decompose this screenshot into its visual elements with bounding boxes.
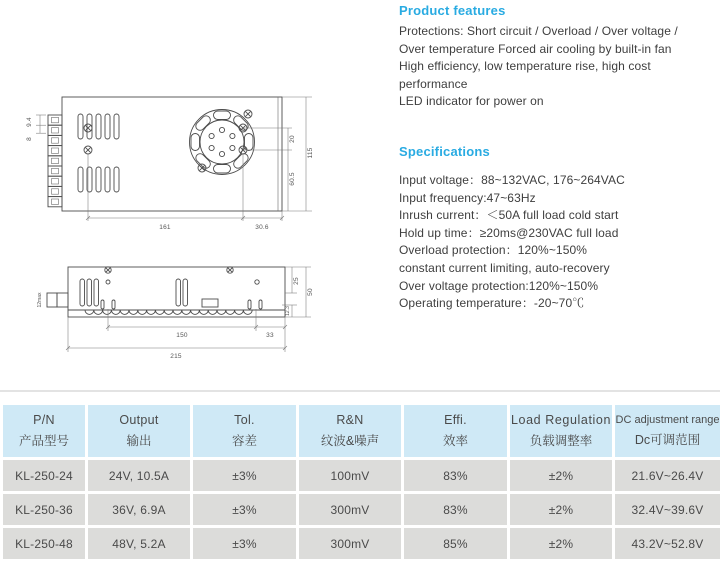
cell-pn: KL-250-48 [2, 527, 87, 561]
spec-line: Inrush current：＜50A full load cold start [399, 208, 619, 223]
dim-50: 50 [307, 288, 314, 296]
cell-output: 36V, 6.9A [87, 493, 192, 527]
dim-150: 150 [176, 332, 188, 339]
cell-tolerance: ±3% [192, 527, 298, 561]
bottom-serration [85, 310, 252, 314]
side-details [80, 267, 262, 309]
terminal-block-side [47, 293, 68, 307]
spec-line: constant current limiting, auto-recovery [399, 260, 610, 275]
cell-ripple: 100mV [298, 459, 403, 493]
dim-60-5: 60.5 [289, 172, 296, 186]
specifications-title: Specifications [399, 144, 490, 159]
feature-line: performance [399, 76, 468, 91]
fan [190, 110, 255, 175]
feature-line: Protections: Short circuit / Overload / Over voltage / [399, 24, 678, 38]
product-features-section [399, 3, 717, 111]
cell-load-regulation: ±2% [509, 493, 614, 527]
table-row [2, 493, 720, 527]
dim-12max: 12max [37, 292, 43, 308]
header-output: Output 输出 [87, 404, 192, 459]
cell-dc-range: 43.2V~52.8V [614, 527, 720, 561]
dim-161: 161 [159, 224, 171, 231]
header-efficiency: Effi. 效率 [403, 404, 509, 459]
feature-line: Over temperature Forced air cooling by built-in fan [399, 41, 672, 56]
dim-20: 20 [289, 135, 296, 143]
header-tolerance: Tol. 容差 [192, 404, 298, 459]
dimensions-side [37, 267, 314, 360]
features-title: Product features [399, 3, 506, 18]
cell-pn: KL-250-24 [2, 459, 87, 493]
spec-line: Operating temperature：-20~70℃ [399, 296, 585, 311]
model-spec-table [0, 402, 720, 561]
table-row [2, 527, 720, 561]
spec-line: Input frequency:47~63Hz [399, 190, 536, 205]
spec-line: Overload protection：120%~150% [399, 243, 588, 258]
table-header-row [2, 404, 720, 459]
dimensions-right [243, 97, 314, 211]
cell-tolerance: ±3% [192, 459, 298, 493]
header-dc-adjustment: DC adjustment range Dc可调范围 [614, 404, 720, 459]
dimensions-bottom [86, 154, 284, 231]
cell-dc-range: 21.6V~26.4V [614, 459, 720, 493]
header-load-regulation: Load Regulation 负载调整率 [509, 404, 614, 459]
vent-slots-top [78, 114, 119, 192]
specifications-section [399, 144, 717, 313]
cell-output: 48V, 5.2A [87, 527, 192, 561]
spec-line: Over voltage protection:120%~150% [399, 278, 599, 293]
terminal-block [48, 115, 62, 207]
chassis-side-outline [68, 267, 285, 317]
table-top-separator [0, 390, 720, 392]
cell-ripple: 300mV [298, 527, 403, 561]
chassis-top-outline [62, 97, 282, 211]
cell-ripple: 300mV [298, 493, 403, 527]
dim-33: 33 [266, 332, 274, 339]
dim-115: 115 [307, 147, 314, 159]
cell-load-regulation: ±2% [509, 459, 614, 493]
dim-30-6: 30.6 [255, 224, 269, 231]
feature-line: High efficiency, low temperature rise, high cost [399, 59, 651, 74]
cell-efficiency: 83% [403, 493, 509, 527]
dim-9-4: 9.4 [26, 117, 33, 127]
spec-line: Hold up time：≥20ms@230VAC full load [399, 225, 619, 240]
cell-output: 24V, 10.5A [87, 459, 192, 493]
side-view-drawing [0, 253, 340, 365]
dim-12-3: 12.3 [285, 306, 291, 316]
cell-efficiency: 85% [403, 527, 509, 561]
header-pn: P/N 产品型号 [2, 404, 87, 459]
feature-line: LED indicator for power on [399, 94, 544, 109]
cell-tolerance: ±3% [192, 493, 298, 527]
top-view-drawing [0, 85, 340, 235]
dim-25: 25 [293, 277, 300, 285]
cell-load-regulation: ±2% [509, 527, 614, 561]
cell-pn: KL-250-36 [2, 493, 87, 527]
dimensions-left [26, 115, 46, 141]
dim-215: 215 [170, 353, 182, 360]
header-ripple-noise: R&N 纹波&噪声 [298, 404, 403, 459]
table-row [2, 459, 720, 493]
cell-dc-range: 32.4V~39.6V [614, 493, 720, 527]
spec-line: Input voltage：88~132VAC, 176~264VAC [399, 173, 625, 187]
cell-efficiency: 83% [403, 459, 509, 493]
dim-8: 8 [26, 137, 33, 141]
